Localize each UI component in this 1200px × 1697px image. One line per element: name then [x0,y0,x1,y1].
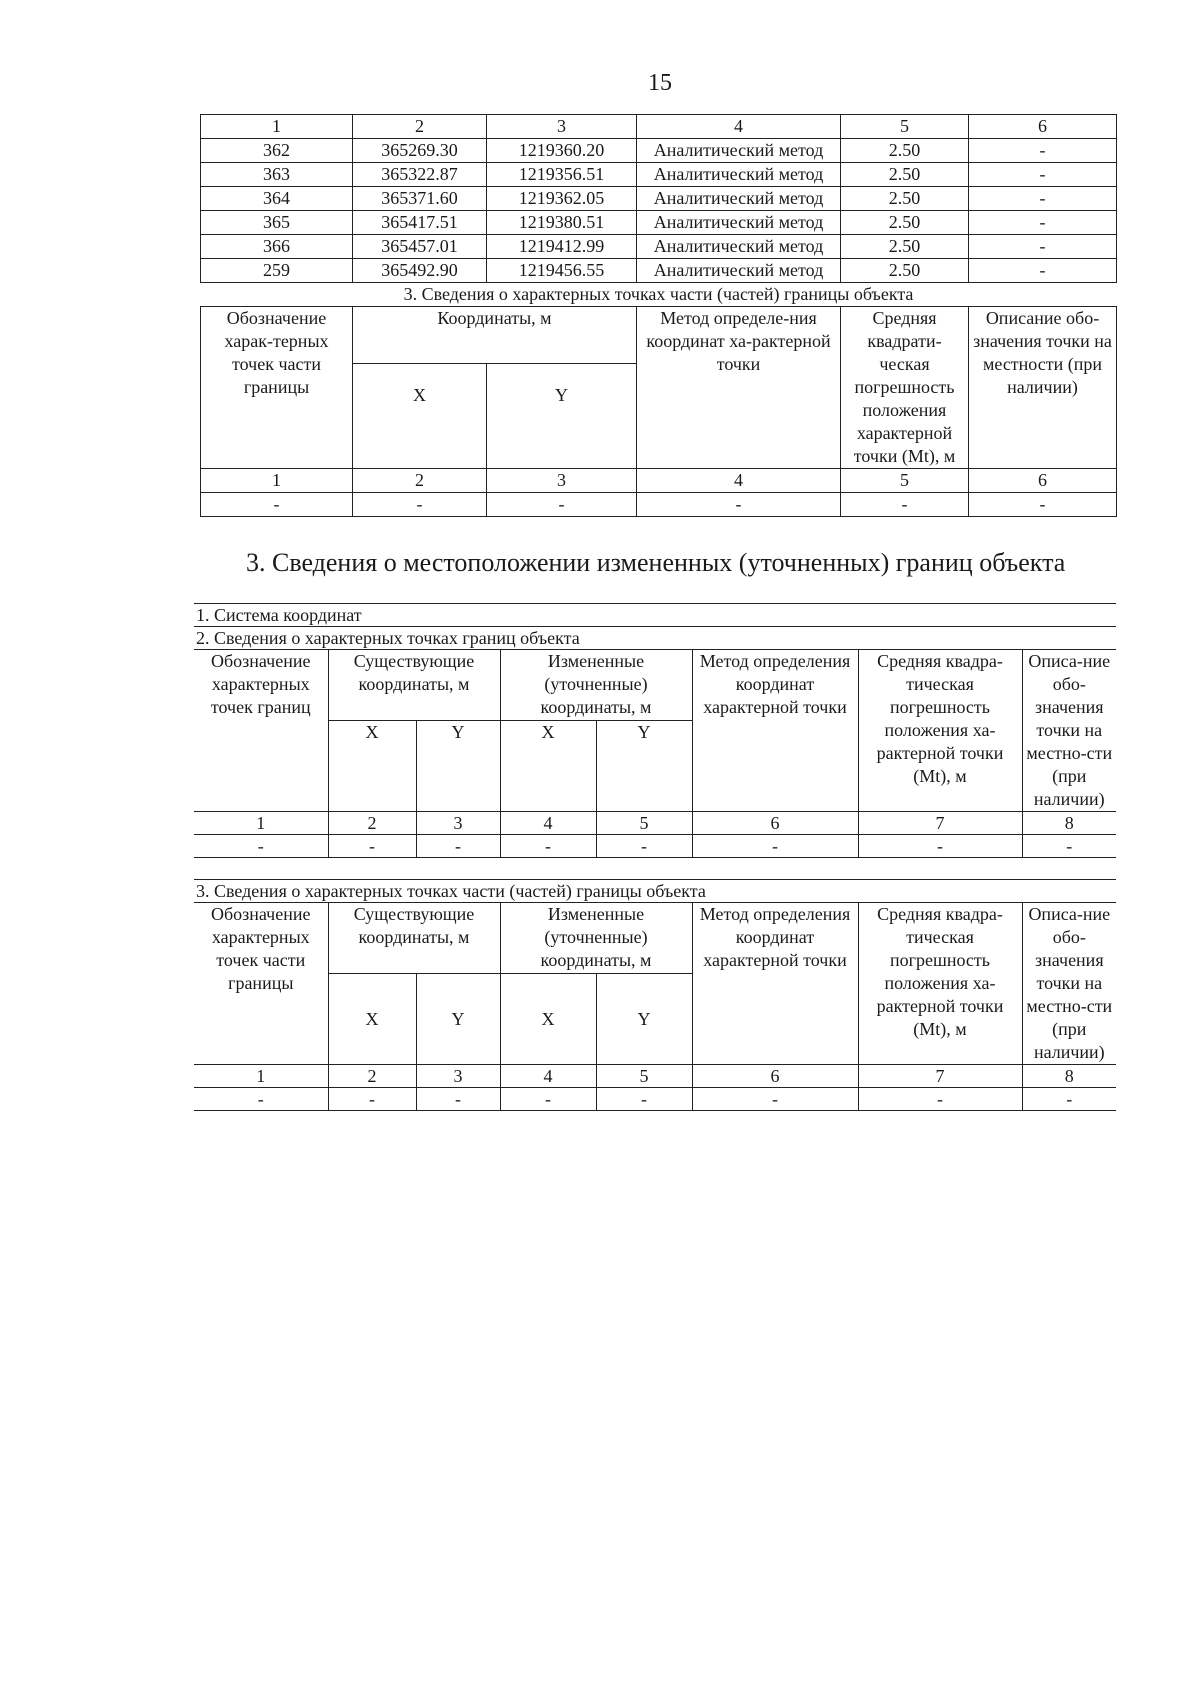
coord-x: 365322.87 [353,163,487,187]
col-number: 1 [201,115,353,139]
error-value: 2.50 [841,259,969,283]
col-number: 2 [353,115,487,139]
table-row [201,493,1117,517]
col-number: 7 [858,1065,1022,1088]
empty-cell: - [858,1088,1022,1111]
method: Аналитический метод [637,187,841,211]
table-row [201,163,1117,187]
header-y: Y [596,721,692,812]
header-existing: Существующие координаты, м [328,650,500,721]
header-existing: Существующие координаты, м [328,903,500,974]
header-error: Средняя квадрати-ческая погрешность положения характерной точки (Mt), м [841,307,969,469]
table-caption-row [194,627,1116,650]
col-number: 1 [194,812,328,835]
empty-cell: - [500,1088,596,1111]
parts-caption: 3. Сведения о характерных точках части (частей) границы объекта [194,880,1116,903]
description: - [969,163,1117,187]
col-number: 5 [841,115,969,139]
point-id: 365 [201,211,353,235]
section-title: 3. Сведения о местоположении измененных (уточненных) границ объекта [246,548,1066,577]
table-header-row [194,650,1116,721]
header-y: Y [487,364,637,469]
header-method: Метод определения координат характерной точки [692,650,858,812]
table-numbers-row [194,812,1116,835]
empty-cell: - [596,835,692,858]
header-x: X [328,974,416,1065]
col-number: 1 [194,1065,328,1088]
empty-cell: - [841,493,969,517]
method: Аналитический метод [637,139,841,163]
point-id: 364 [201,187,353,211]
empty-cell: - [596,1088,692,1111]
table-header-row [201,307,1117,364]
empty-cell: - [328,1088,416,1111]
error-value: 2.50 [841,235,969,259]
description: - [969,211,1117,235]
header-coordinates: Координаты, м [353,307,637,364]
page-number: 15 [648,70,672,96]
empty-cell: - [416,835,500,858]
empty-cell: - [969,493,1117,517]
col-number: 8 [1022,812,1116,835]
header-designation: Обозначение характерных точек границ [194,650,328,812]
description: - [969,187,1117,211]
error-value: 2.50 [841,139,969,163]
header-description: Описа-ние обо-значения точки на местно-сти (при наличии) [1022,650,1116,812]
table-row [201,139,1117,163]
table-caption-row [194,604,1116,627]
empty-cell: - [353,493,487,517]
coord-x: 365371.60 [353,187,487,211]
empty-cell: - [692,835,858,858]
col-number: 6 [692,1065,858,1088]
changed-parts-table [194,879,1116,1111]
method: Аналитический метод [637,235,841,259]
header-description: Описание обо-значения точки на местности (при наличии) [969,307,1117,469]
col-number: 5 [596,812,692,835]
error-value: 2.50 [841,211,969,235]
coord-y: 1219456.55 [487,259,637,283]
col-number: 2 [328,1065,416,1088]
col-number: 3 [416,812,500,835]
col-number: 4 [500,1065,596,1088]
header-designation: Обозначение характерных точек части границы [194,903,328,1065]
col-number: 3 [416,1065,500,1088]
header-description: Описа-ние обо-значения точки на местно-сти (при наличии) [1022,903,1116,1065]
table-caption-row [201,283,1117,307]
col-number: 1 [201,469,353,493]
method: Аналитический метод [637,211,841,235]
empty-cell: - [194,1088,328,1111]
description: - [969,139,1117,163]
error-value: 2.50 [841,163,969,187]
table-caption-row [194,880,1116,903]
header-x: X [500,721,596,812]
col-number: 2 [353,469,487,493]
header-method: Метод определе-ния координат ха-рактерной точки [637,307,841,469]
method: Аналитический метод [637,259,841,283]
col-number: 5 [596,1065,692,1088]
header-designation: Обозначение харак-терных точек части границы [201,307,353,469]
col-number: 7 [858,812,1022,835]
points-caption: 2. Сведения о характерных точках границ объекта [194,627,1116,650]
empty-cell: - [692,1088,858,1111]
description: - [969,235,1117,259]
col-number: 4 [500,812,596,835]
coord-x: 365492.90 [353,259,487,283]
empty-cell: - [416,1088,500,1111]
header-y: Y [416,721,500,812]
header-error: Средняя квадра-тическая погрешность положения ха-рактерной точки (Mt), м [858,903,1022,1065]
empty-cell: - [328,835,416,858]
header-error: Средняя квадра-тическая погрешность положения ха-рактерной точки (Mt), м [858,650,1022,812]
point-id: 259 [201,259,353,283]
col-number: 6 [969,469,1117,493]
table-row [201,187,1117,211]
point-id: 363 [201,163,353,187]
points-table [200,114,1117,517]
col-number: 6 [969,115,1117,139]
table-row [201,211,1117,235]
header-x: X [328,721,416,812]
point-id: 362 [201,139,353,163]
method: Аналитический метод [637,163,841,187]
col-number: 5 [841,469,969,493]
table-row [194,835,1116,858]
coord-y: 1219362.05 [487,187,637,211]
error-value: 2.50 [841,187,969,211]
header-changed: Измененные (уточненные) координаты, м [500,650,692,721]
col-number: 3 [487,469,637,493]
empty-cell: - [637,493,841,517]
coord-x: 365417.51 [353,211,487,235]
table-caption: 3. Сведения о характерных точках части (частей) границы объекта [201,283,1117,307]
coord-y: 1219380.51 [487,211,637,235]
col-number: 6 [692,812,858,835]
table-row [201,259,1117,283]
header-y: Y [596,974,692,1065]
empty-cell: - [1022,835,1116,858]
coord-y: 1219360.20 [487,139,637,163]
empty-cell: - [487,493,637,517]
table-header-row [194,903,1116,974]
col-number: 2 [328,812,416,835]
coord-y: 1219412.99 [487,235,637,259]
coord-x: 365269.30 [353,139,487,163]
header-x: X [500,974,596,1065]
changed-boundaries-table [194,603,1116,858]
header-y: Y [416,974,500,1065]
header-method: Метод определения координат характерной точки [692,903,858,1065]
empty-cell: - [858,835,1022,858]
col-number: 3 [487,115,637,139]
table-numbers-row [201,469,1117,493]
col-number: 4 [637,469,841,493]
empty-cell: - [1022,1088,1116,1111]
description: - [969,259,1117,283]
coord-x: 365457.01 [353,235,487,259]
table-numbers-row [194,1065,1116,1088]
coordinate-system-caption: 1. Система координат [194,604,1116,627]
empty-cell: - [194,835,328,858]
header-changed: Измененные (уточненные) координаты, м [500,903,692,974]
table-row [194,1088,1116,1111]
col-number: 4 [637,115,841,139]
header-x: X [353,364,487,469]
coord-y: 1219356.51 [487,163,637,187]
empty-cell: - [500,835,596,858]
empty-cell: - [201,493,353,517]
table-row [201,235,1117,259]
table-header-numbers-row [201,115,1117,139]
point-id: 366 [201,235,353,259]
col-number: 8 [1022,1065,1116,1088]
